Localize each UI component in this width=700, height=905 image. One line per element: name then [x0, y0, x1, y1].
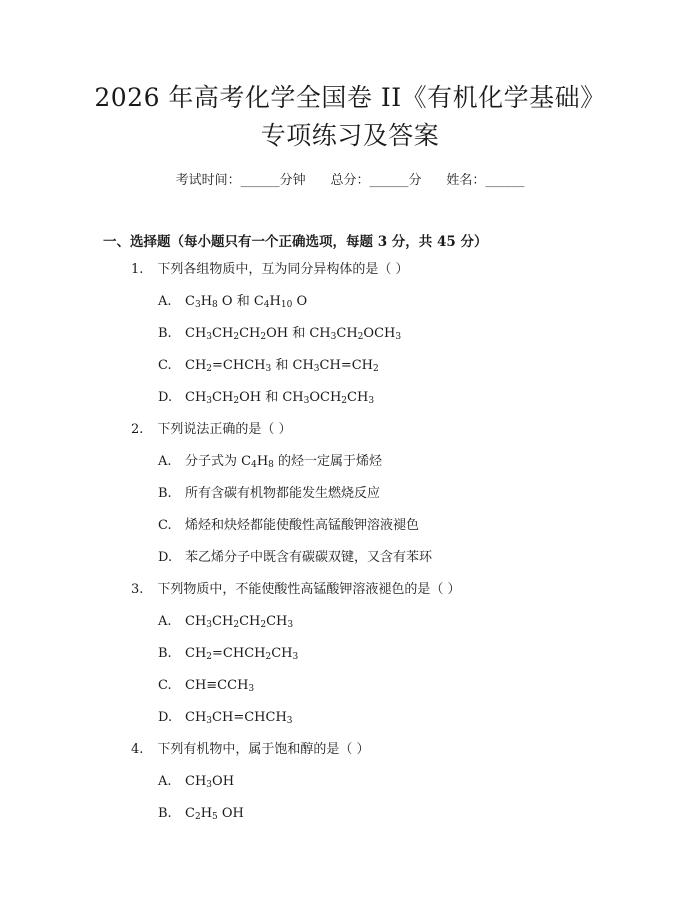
- title-line-1: 2026 年高考化学全国卷 II《有机化学基础》: [94, 83, 606, 112]
- q4-option-a: [158, 773, 234, 791]
- time-label: 考试时间：: [175, 173, 241, 188]
- option-text: $CH_3OH$: [185, 774, 235, 790]
- exam-meta: [0, 169, 700, 188]
- option-label: B.: [158, 646, 172, 661]
- option-label: A.: [158, 454, 172, 469]
- q3-option-a: [158, 613, 293, 631]
- option-label: C.: [158, 518, 172, 533]
- option-text: $C_2H_5$ OH: [185, 806, 244, 822]
- title-line-2: 专项练习及答案: [260, 121, 440, 150]
- q1-option-d: [158, 389, 374, 407]
- option-label: D.: [158, 550, 173, 565]
- q1-option-b: [158, 325, 401, 343]
- q2-option-d: [158, 549, 432, 567]
- option-text: $CH_2=CHCH_2CH_3$: [185, 646, 299, 662]
- question-text: 下列说法正确的是（ ）: [157, 422, 292, 437]
- question-text: 下列有机物中，属于饱和醇的是（ ）: [157, 742, 370, 757]
- option-text: $CH\equiv CCH_3$: [185, 678, 255, 694]
- option-text: $CH_3CH=CHCH_3$: [185, 710, 293, 726]
- question-2: [131, 421, 292, 439]
- option-label: D.: [158, 710, 173, 725]
- q2-option-c: [158, 517, 419, 535]
- q3-option-d: [158, 709, 293, 727]
- option-label: B.: [158, 326, 172, 341]
- question-text: 下列物质中，不能使酸性高锰酸钾溶液褪色的是（ ）: [157, 582, 461, 597]
- score-unit: 分: [408, 173, 422, 188]
- option-label: B.: [158, 486, 172, 501]
- option-label: A.: [158, 774, 172, 789]
- option-text: $CH_3CH_2CH_2OH$ 和 $CH_3CH_2OCH_3$: [185, 326, 402, 342]
- option-label: D.: [158, 390, 173, 405]
- question-number: 3.: [131, 582, 144, 597]
- option-text: 所有含碳有机物都能发生燃烧反应: [185, 486, 381, 501]
- q2-option-b: [158, 485, 380, 503]
- option-text: 分子式为 $C_4H_8$ 的烃一定属于烯烃: [185, 454, 383, 470]
- option-label: C.: [158, 358, 172, 373]
- question-3: [131, 581, 461, 599]
- option-label: A.: [158, 294, 172, 309]
- q1-option-a: [158, 293, 307, 311]
- q3-option-c: [158, 677, 254, 695]
- q4-option-b: [158, 805, 244, 823]
- question-4: [131, 741, 370, 759]
- option-text: $CH_2=CHCH_3$ 和 $CH_3CH=CH_2$: [185, 358, 379, 374]
- question-text: 下列各组物质中，互为同分异构体的是（ ）: [157, 262, 409, 277]
- q1-option-c: [158, 357, 379, 375]
- score-blank: ______: [369, 173, 409, 188]
- q2-option-a: [158, 453, 382, 471]
- option-text: $CH_3CH_2OH$ 和 $CH_3OCH_2CH_3$: [185, 390, 375, 406]
- name-label: 姓名：: [446, 173, 486, 188]
- question-1: [131, 261, 409, 279]
- name-blank: ______: [485, 173, 525, 188]
- option-text: $CH_3CH_2CH_2CH_3$: [185, 614, 294, 630]
- option-text: $C_3H_8$ O 和 $C_4H_{10}$ O: [185, 294, 308, 310]
- option-label: C.: [158, 678, 172, 693]
- time-unit: 分钟: [279, 173, 306, 188]
- q3-option-b: [158, 645, 298, 663]
- question-number: 4.: [131, 742, 144, 757]
- option-label: B.: [158, 806, 172, 821]
- question-number: 1.: [131, 262, 144, 277]
- section-heading: 一、选择题（每小题只有一个正确选项，每题 3 分，共 45 分）: [103, 234, 488, 250]
- time-blank: ______: [240, 173, 280, 188]
- option-text: 苯乙烯分子中既含有碳碳双键，又含有苯环: [185, 550, 433, 565]
- score-label: 总分：: [330, 173, 370, 188]
- option-label: A.: [158, 614, 172, 629]
- question-number: 2.: [131, 422, 144, 437]
- option-text: 烯烃和炔烃都能使酸性高锰酸钾溶液褪色: [185, 518, 420, 533]
